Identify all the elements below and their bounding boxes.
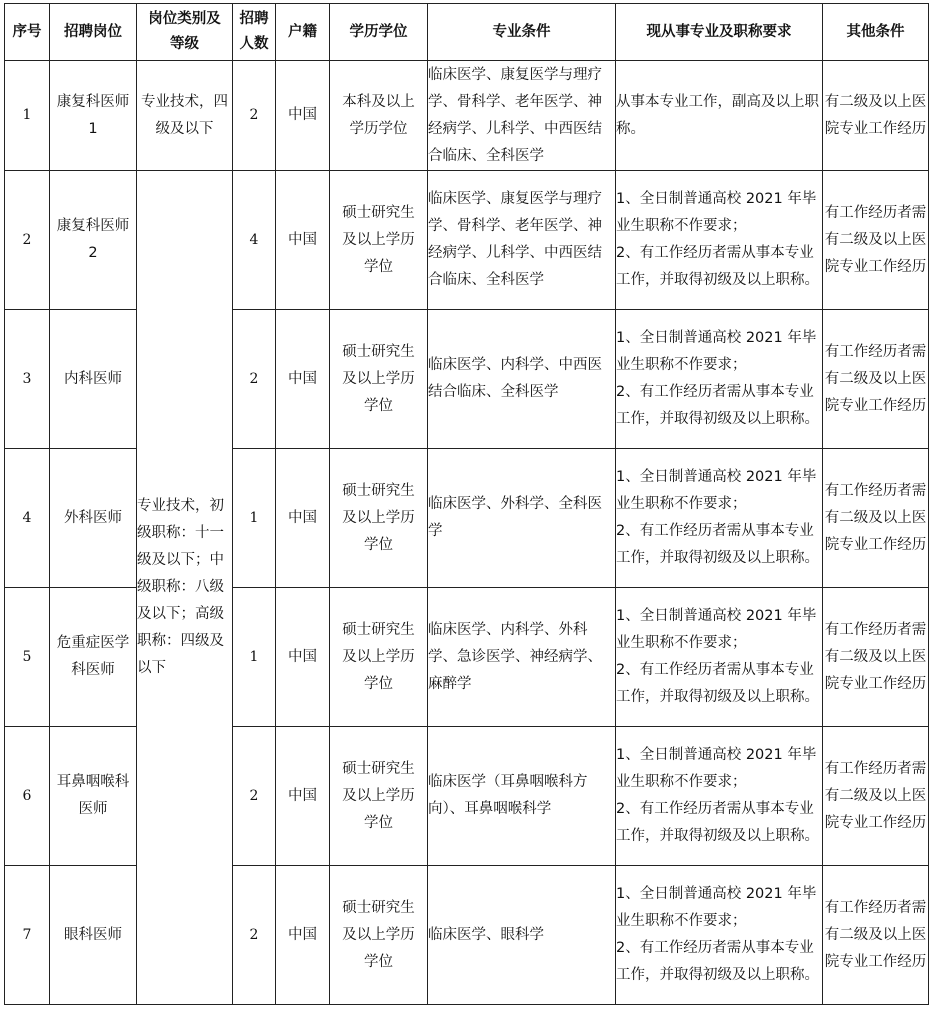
title-requirement-item: 2、有工作经历者需从事本专业工作，并取得初级及以上职称。 (616, 940, 819, 983)
post-name-line: 危重症医学 (56, 635, 130, 651)
title-requirement: 从事本专业工作，副高及以上职称。 (616, 61, 823, 171)
post-name-line: 科医师 (71, 662, 115, 678)
huji: 中国 (276, 727, 330, 866)
hire-count: 2 (233, 61, 276, 171)
post-name-line: 医师 (78, 801, 108, 817)
row-number: 2 (5, 171, 50, 310)
education (330, 866, 428, 1005)
education-line: 学位 (364, 814, 393, 831)
education-line: 及以上学历 (342, 509, 415, 526)
title-requirement-item: 2、有工作经历者需从事本专业工作，并取得初级及以上职称。 (616, 384, 819, 427)
education-line: 学位 (364, 536, 393, 553)
major-requirement: 临床医学（耳鼻咽喉科方向）、耳鼻咽喉科学 (428, 727, 616, 866)
education-line: 硕士研究生 (342, 760, 415, 777)
other-requirement: 有工作经历者需有二级及以上医院专业工作经历 (823, 866, 929, 1005)
header-req: 现从事专业及职称要求 (616, 4, 823, 61)
hire-count: 1 (233, 449, 276, 588)
post-name (50, 310, 137, 449)
title-requirement-item: 1、全日制普通高校 2021 年毕业生职称不作要求； (616, 747, 817, 790)
title-requirement-item: 1、全日制普通高校 2021 年毕业生职称不作要求； (616, 608, 817, 651)
education-line: 学历学位 (349, 120, 408, 137)
education-line: 硕士研究生 (342, 621, 415, 638)
other-requirement: 有工作经历者需有二级及以上医院专业工作经历 (823, 588, 929, 727)
row-number: 5 (5, 588, 50, 727)
title-requirement-item: 1、全日制普通高校 2021 年毕业生职称不作要求； (616, 191, 817, 234)
hire-count: 2 (233, 866, 276, 1005)
other-requirement: 有工作经历者需有二级及以上医院专业工作经历 (823, 727, 929, 866)
other-requirement: 有工作经历者需有二级及以上医院专业工作经历 (823, 171, 929, 310)
hire-count: 2 (233, 310, 276, 449)
header-category-line-2: 等级 (170, 36, 199, 52)
post-name (50, 866, 137, 1005)
header-count-line-1: 招聘 (239, 11, 269, 27)
post-category-merged: 专业技术，初级职称：十一级及以下；中级职称：八级及以下；高级职称：四级及以下 (137, 171, 233, 1005)
title-requirement (616, 866, 823, 1005)
header-category-line-1: 岗位类别及 (148, 11, 221, 27)
header-major: 专业条件 (428, 4, 616, 61)
header-count (233, 4, 276, 61)
other-requirement: 有工作经历者需有二级及以上医院专业工作经历 (823, 449, 929, 588)
education-line: 本科及以上 (342, 93, 415, 110)
major-requirement: 临床医学、康复医学与理疗学、骨科学、老年医学、神经病学、儿科学、中西医结合临床、全科医学 (428, 61, 616, 171)
huji: 中国 (276, 171, 330, 310)
huji: 中国 (276, 61, 330, 171)
hire-count: 1 (233, 588, 276, 727)
header-other: 其他条件 (823, 4, 929, 61)
education-line: 及以上学历 (342, 926, 415, 943)
header-row (5, 4, 929, 61)
education (330, 727, 428, 866)
post-name (50, 171, 137, 310)
title-requirement-item: 2、有工作经历者需从事本专业工作，并取得初级及以上职称。 (616, 245, 819, 288)
row-number: 4 (5, 449, 50, 588)
post-name (50, 727, 137, 866)
major-requirement: 临床医学、眼科学 (428, 866, 616, 1005)
education-line: 及以上学历 (342, 370, 415, 387)
post-name-line: 2 (88, 245, 98, 261)
education (330, 61, 428, 171)
row-number: 7 (5, 866, 50, 1005)
huji: 中国 (276, 588, 330, 727)
title-requirement-item: 2、有工作经历者需从事本专业工作，并取得初级及以上职称。 (616, 662, 819, 705)
title-requirement-item: 1、全日制普通高校 2021 年毕业生职称不作要求； (616, 886, 817, 929)
table-row (5, 61, 929, 171)
huji: 中国 (276, 449, 330, 588)
title-requirement (616, 727, 823, 866)
hire-count: 2 (233, 727, 276, 866)
post-name (50, 61, 137, 171)
education-line: 硕士研究生 (342, 482, 415, 499)
header-post: 招聘岗位 (50, 4, 137, 61)
title-requirement (616, 588, 823, 727)
header-edu: 学历学位 (330, 4, 428, 61)
post-name-line: 1 (88, 120, 98, 137)
table-row (5, 171, 929, 310)
education-line: 及以上学历 (342, 648, 415, 665)
title-requirement-item: 2、有工作经历者需从事本专业工作，并取得初级及以上职称。 (616, 801, 819, 844)
row-number: 6 (5, 727, 50, 866)
education-line: 硕士研究生 (342, 204, 415, 221)
title-requirement (616, 171, 823, 310)
title-requirement (616, 449, 823, 588)
post-category-line: 级及以下 (155, 120, 214, 137)
header-category (137, 4, 233, 61)
education-line: 学位 (364, 953, 393, 970)
huji: 中国 (276, 866, 330, 1005)
post-category-line: 专业技术，四 (141, 93, 228, 110)
major-requirement: 临床医学、内科学、外科学、急诊医学、神经病学、麻醉学 (428, 588, 616, 727)
title-requirement-item: 2、有工作经历者需从事本专业工作，并取得初级及以上职称。 (616, 523, 819, 566)
post-name (50, 449, 137, 588)
header-count-line-2: 人数 (239, 36, 269, 52)
other-requirement: 有工作经历者需有二级及以上医院专业工作经历 (823, 310, 929, 449)
header-no: 序号 (5, 4, 50, 61)
other-requirement: 有二级及以上医院专业工作经历 (823, 61, 929, 171)
education-line: 及以上学历 (342, 231, 415, 248)
post-category (137, 61, 233, 171)
education (330, 449, 428, 588)
education-line: 学位 (364, 675, 393, 692)
education (330, 588, 428, 727)
hire-count: 4 (233, 171, 276, 310)
row-number: 3 (5, 310, 50, 449)
title-requirement-item: 1、全日制普通高校 2021 年毕业生职称不作要求； (616, 469, 817, 512)
post-name-line: 康复科医师 (56, 218, 130, 234)
title-requirement (616, 310, 823, 449)
row-number: 1 (5, 61, 50, 171)
recruitment-table (4, 3, 929, 1005)
education (330, 171, 428, 310)
post-name (50, 588, 137, 727)
post-name-line: 外科医师 (64, 509, 122, 526)
header-huji: 户籍 (276, 4, 330, 61)
post-name-line: 眼科医师 (64, 926, 122, 943)
education-line: 学位 (364, 397, 393, 414)
education-line: 硕士研究生 (342, 899, 415, 916)
major-requirement: 临床医学、内科学、中西医结合临床、全科医学 (428, 310, 616, 449)
title-requirement-item: 1、全日制普通高校 2021 年毕业生职称不作要求； (616, 330, 817, 373)
post-name-line: 内科医师 (64, 370, 122, 387)
post-name-line: 耳鼻咽喉科 (56, 774, 130, 790)
post-name-line: 康复科医师 (56, 93, 130, 110)
education-line: 学位 (364, 258, 393, 275)
major-requirement: 临床医学、康复医学与理疗学、骨科学、老年医学、神经病学、儿科学、中西医结合临床、全科医学 (428, 171, 616, 310)
major-requirement: 临床医学、外科学、全科医学 (428, 449, 616, 588)
huji: 中国 (276, 310, 330, 449)
education-line: 及以上学历 (342, 787, 415, 804)
education-line: 硕士研究生 (342, 343, 415, 360)
education (330, 310, 428, 449)
